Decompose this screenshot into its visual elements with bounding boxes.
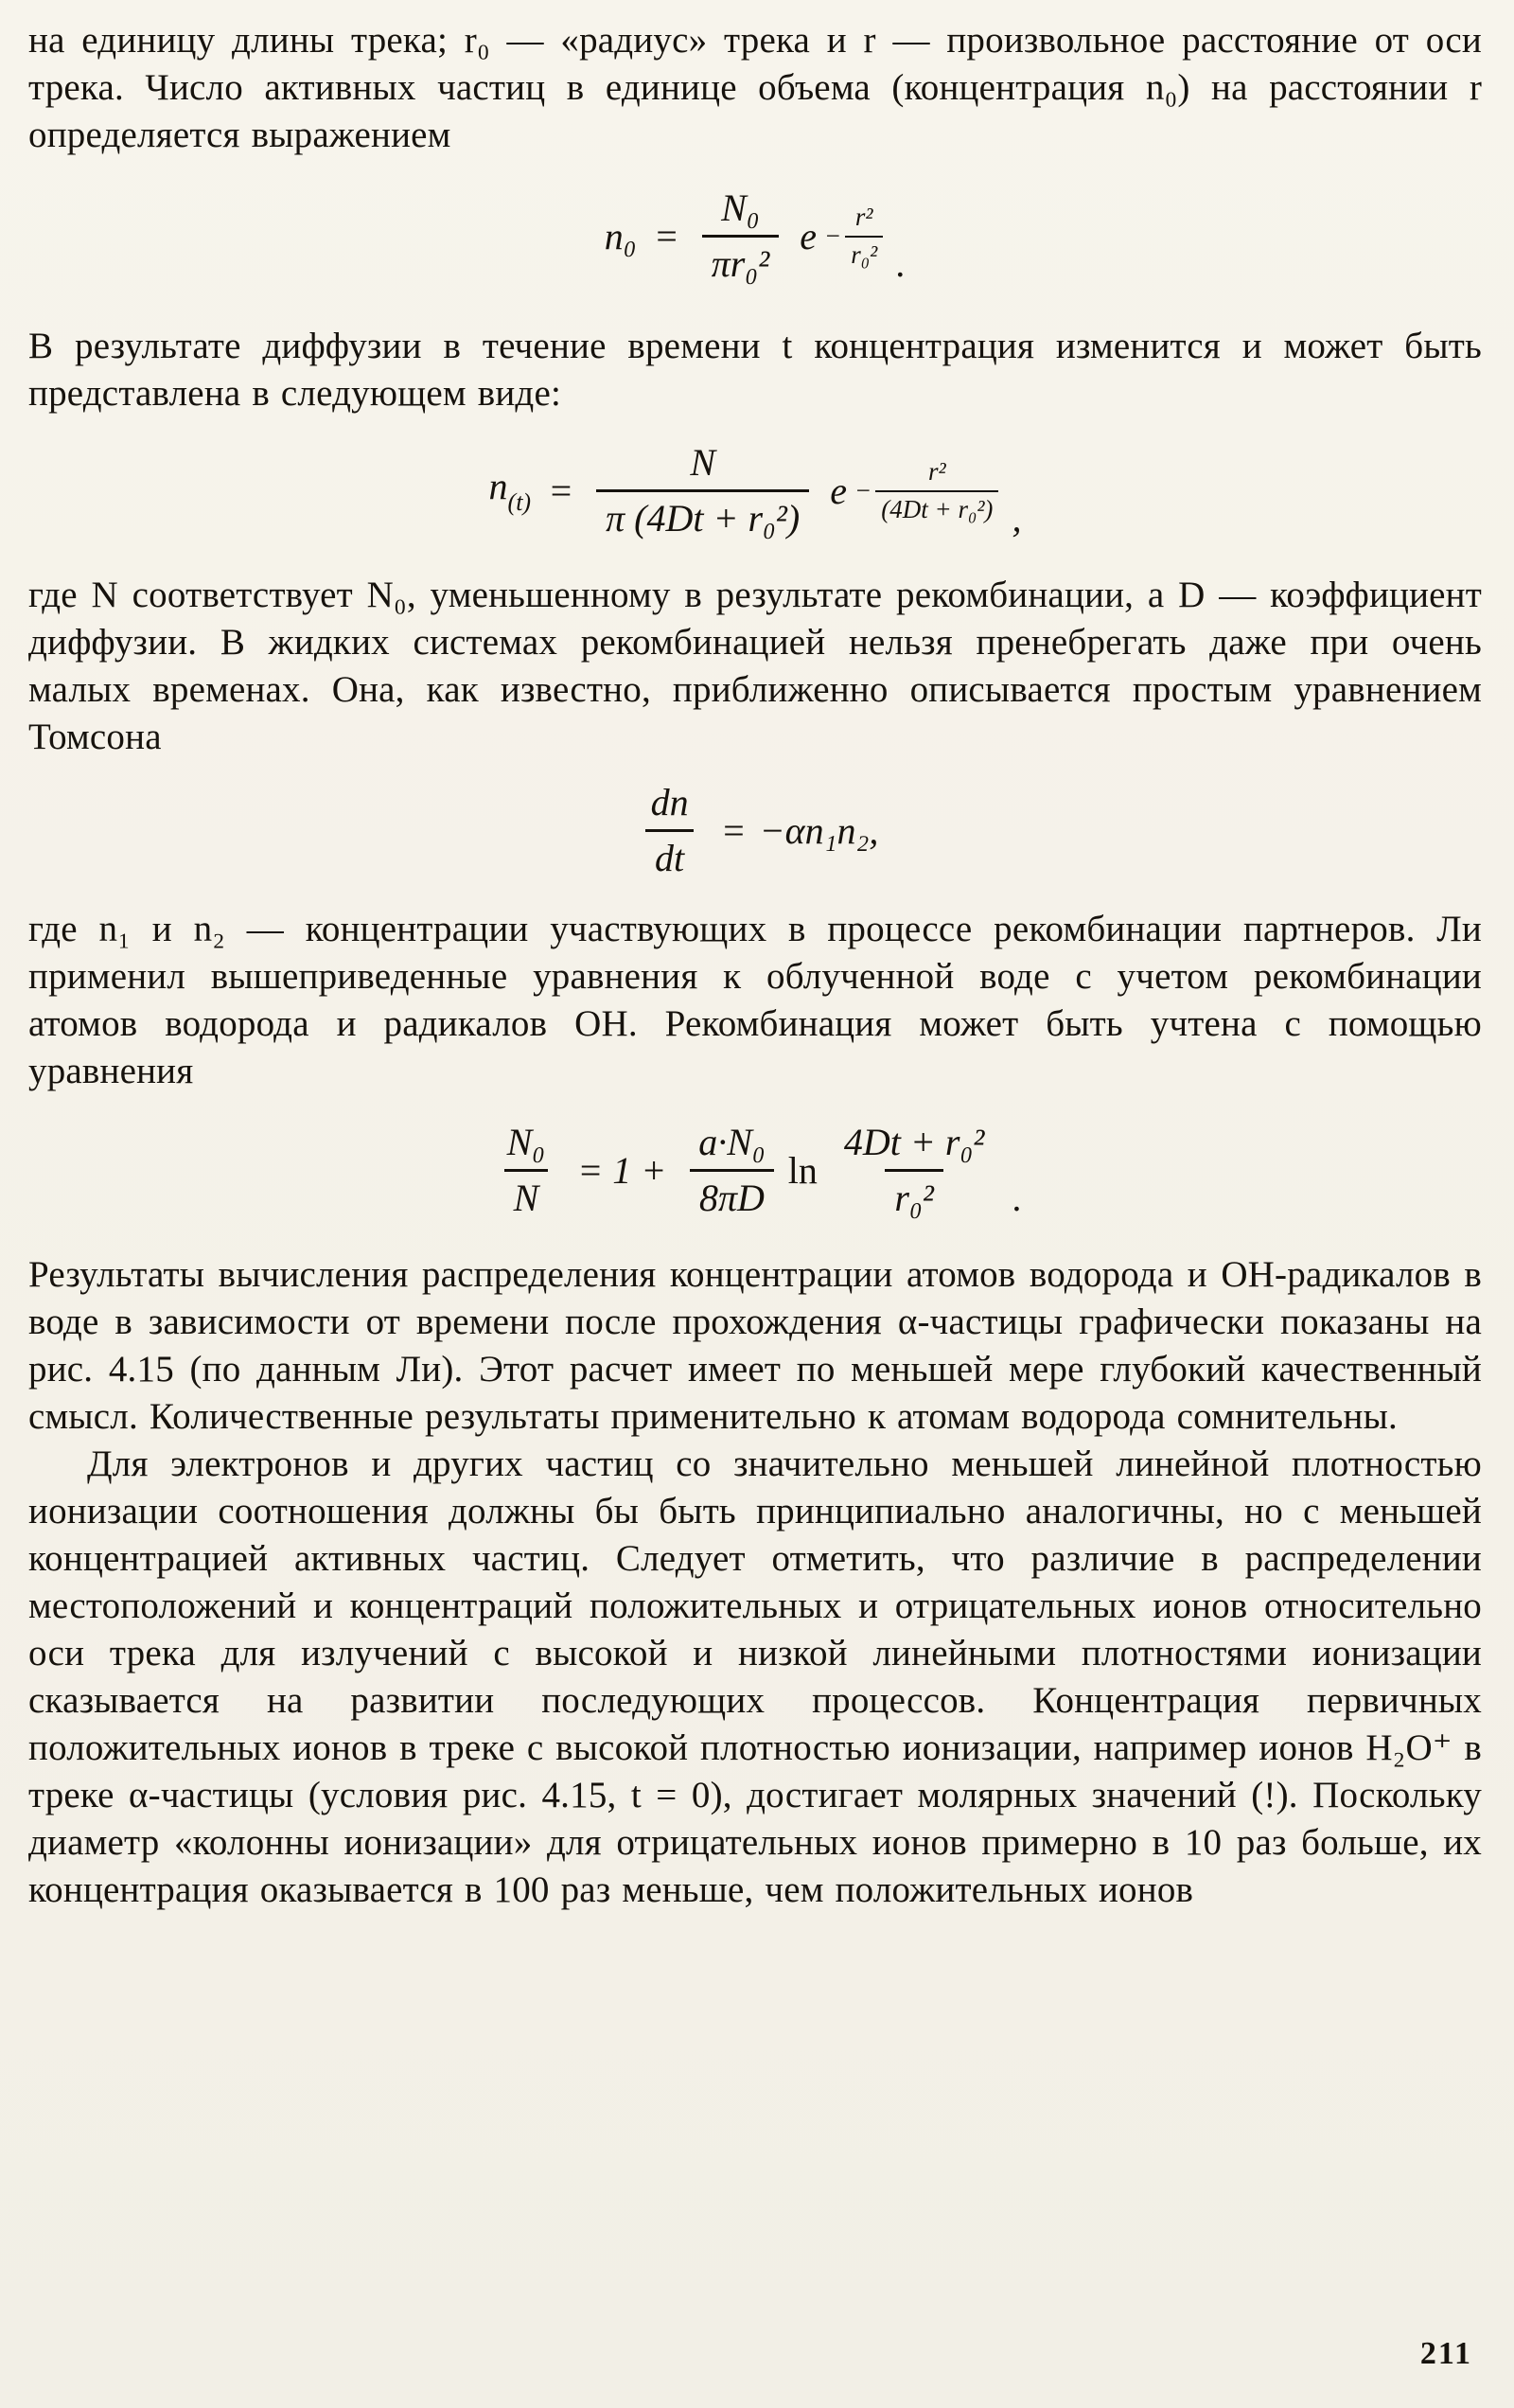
f4-coefficient-fraction — [689, 1122, 775, 1219]
f2-lhs — [489, 466, 532, 517]
f4-argument-denominator: r₀² — [885, 1169, 942, 1219]
f2-numerator: N — [690, 441, 715, 484]
f4-punctuation: . — [1012, 1177, 1023, 1219]
f1-punctuation: . — [896, 242, 907, 285]
f1-lhs: n₀ — [604, 214, 637, 257]
paragraph-1: на единицу длины трека; r₀ — «радиус» трека и r — произвольное расстояние от оси трека. Число активных частиц в единице объема (концентрация n₀) на расстоянии r определяется выражением — [28, 20, 1482, 155]
f2-fraction — [596, 442, 809, 540]
formula-recombination — [28, 1122, 1482, 1219]
f3-equals: = — [720, 808, 747, 852]
f1-numerator: N₀ — [721, 186, 760, 229]
f2-equals: = — [548, 469, 574, 512]
f2-exponent-sign: − — [854, 475, 872, 505]
f1-exponential-base: e — [800, 214, 817, 257]
f1-exponent-denominator: r₀² — [845, 236, 883, 270]
formula-thomson — [28, 782, 1482, 879]
f4-equals: = 1 + — [577, 1148, 667, 1192]
f4-log-operator: ln — [787, 1148, 818, 1192]
f1-exponent-fraction — [845, 204, 883, 269]
f2-exponent-numerator: r² — [928, 456, 946, 486]
paragraph-3: где N соответствует N₀, уменьшенному в результате рекомбинации, а D — коэффициент диффузии. В жидких системах рекомбинацией нельзя пренебрегать даже при очень малых временах. Она, как известно, приближенно описывается простым уравнением Томсона — [28, 575, 1482, 757]
f3-denominator: dt — [645, 829, 694, 879]
formula-nt — [28, 442, 1482, 540]
f4-argument-fraction — [835, 1122, 994, 1219]
paragraph-2: В результате диффузии в течение времени t концентрация изменится и может быть представлена в следующем виде: — [28, 326, 1482, 414]
f4-coefficient-numerator: a·N₀ — [698, 1121, 766, 1163]
f1-exponent — [824, 204, 887, 269]
f1-equals: = — [653, 214, 679, 257]
f2-lhs-base: n — [488, 464, 508, 507]
f4-lhs-numerator: N₀ — [506, 1121, 546, 1163]
paragraph-6: Для электронов и других частиц со значительно меньшей линейной плотностью ионизации соотношения должны бы быть принципиально аналогичны, но с меньшей концентрацией активных частиц. Следует отметить, что различие в распределении местоположений и концентраций положительных и отрицательных ионов относительно оси трека для излучений с высокой и низкой линейными плотностями ионизации сказывается на развитии последующих процессов. Концентрация первичных положительных ионов в треке с высокой плотностью ионизации, например ионов H₂O⁺ в треке α-частицы (условия рис. 4.15, t = 0), достигает молярных значений (!). Поскольку диаметр «колонны ионизации» для отрицательных ионов примерно в 10 раз больше, их концентрация оказывается в 100 раз меньше, чем положительных ионов — [28, 1443, 1482, 1910]
f1-fraction — [702, 187, 780, 285]
f2-exponent-fraction — [875, 458, 998, 523]
paragraph-4: где n₁ и n₂ — концентрации участвующих в процессе рекомбинации партнеров. Ли применил вышеприведенные уравнения к облученной воде с учетом рекомбинации атомов водорода и радикалов OH. Рекомбинация может быть учтена с помощью уравнения — [28, 909, 1482, 1091]
page-number: 211 — [1419, 2336, 1472, 2371]
f1-exponent-numerator: r² — [854, 202, 873, 231]
formula-n0 — [28, 187, 1482, 285]
f4-lhs-denominator: N — [504, 1169, 549, 1219]
f2-punctuation: , — [1012, 497, 1022, 540]
f2-exponential-base: e — [830, 469, 847, 512]
f3-fraction — [642, 782, 698, 879]
f3-numerator: dn — [650, 781, 689, 823]
f3-rhs: −αn₁n₂ — [759, 808, 870, 852]
f1-denominator: πr₀² — [702, 235, 780, 285]
f2-exponent-denominator: (4Dt + r₀²) — [875, 490, 998, 524]
f4-argument-numerator: 4Dt + r₀² — [843, 1121, 985, 1163]
f2-lhs-subscript: (t) — [507, 487, 532, 516]
f4-coefficient-denominator: 8πD — [690, 1169, 774, 1219]
paragraph-5: Результаты вычисления распределения концентрации атомов водорода и OH-радикалов в воде в зависимости от времени после прохождения α-частицы графически показаны на рис. 4.15 (по данным Ли). Этот расчет имеет по меньшей мере глубокий качественный смысл. Количественные результаты применительно к атомам водорода сомнительны. — [28, 1254, 1482, 1437]
f4-lhs-fraction — [498, 1122, 555, 1219]
f2-denominator: π (4Dt + r₀²) — [596, 489, 809, 540]
f1-exponent-sign: − — [823, 221, 842, 250]
f3-punctuation: , — [869, 808, 879, 852]
f2-exponent — [854, 458, 1002, 523]
